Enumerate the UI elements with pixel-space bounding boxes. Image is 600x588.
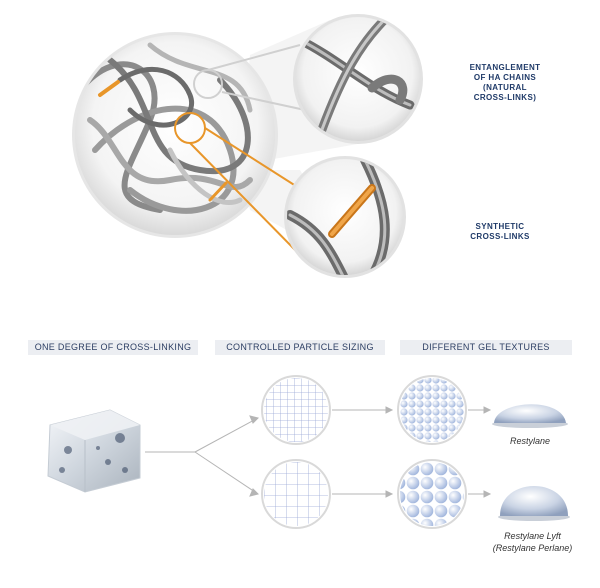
restylane-gel — [492, 404, 568, 428]
banner-gel-textures: DIFFERENT GEL TEXTURES — [400, 340, 572, 355]
fine-grid-circle — [262, 376, 330, 444]
restylane-lyft-caption: Restylane Lyft (Restylane Perlane) — [492, 531, 573, 553]
banner-particle-sizing: CONTROLLED PARTICLE SIZING — [215, 340, 385, 355]
large-bead-circle — [398, 460, 466, 528]
coarse-grid-circle — [262, 460, 330, 528]
restylane-lyft-gel — [498, 486, 570, 521]
small-bead-circle — [398, 376, 466, 444]
synthetic-zoom-circle — [284, 156, 406, 280]
banner-cross-linking: ONE DEGREE OF CROSS-LINKING — [28, 340, 198, 355]
entanglement-label: ENTANGLEMENT OF HA CHAINS (NATURAL CROSS-LINKS) — [469, 63, 541, 102]
restylane-caption: Restylane — [509, 436, 551, 446]
ice-cube — [48, 410, 140, 492]
synthetic-crosslinks-label: SYNTHETIC CROSS-LINKS — [470, 222, 530, 241]
